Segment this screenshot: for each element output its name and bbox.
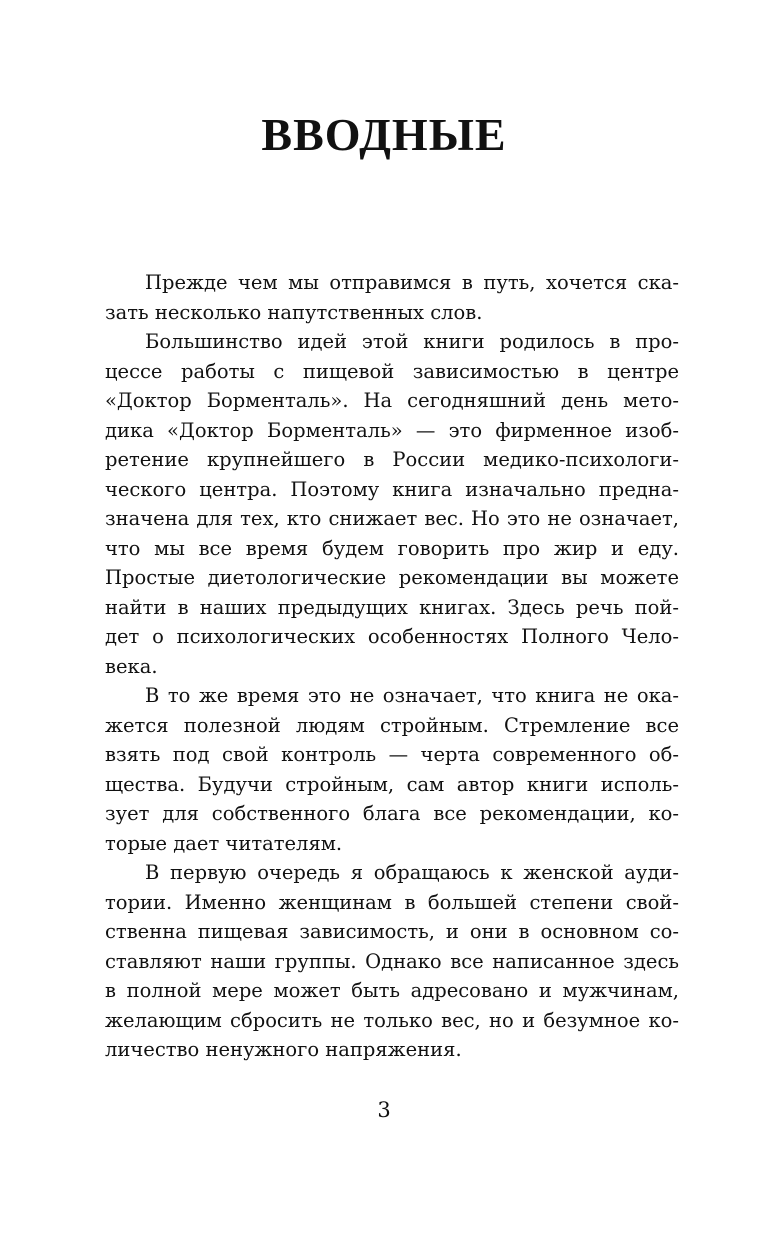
text-line: В первую очередь я обращаюсь к женской ауди- [145,861,679,884]
text-line: дет о психологических особенностях Полного Чело- [105,625,679,648]
text-line: зует для собственного блага все рекомендации, ко- [105,802,679,825]
text-line: цессе работы с пищевой зависимостью в центре [105,359,679,383]
text-line: торые дает читателям. [105,831,343,855]
text-line: В то же время это не означает, что книга не ока- [145,684,679,707]
text-line: найти в наших предыдущих книгах. Здесь речь пой- [105,595,679,619]
text-line: что мы все время будем говорить про жир и еду. [105,536,679,560]
text-line: жется полезной людям стройным. Стремление все [105,713,679,737]
text-line: ретение крупнейшего в России медико-психологи- [105,448,679,471]
text-line: щества. Будучи стройным, сам автор книги исполь- [105,772,679,796]
page-number: 3 [377,1098,391,1122]
text-line: Прежде чем мы отправимся в путь, хочется ска- [145,271,679,294]
body-text [105,268,679,1065]
text-line: дика «Доктор Борменталь» — это фирменное изоб- [105,418,679,442]
text-line: ственна пищевая зависимость, и они в основном со- [105,920,679,943]
text-line: в полной мере может быть адресовано и мужчинам, [105,979,679,1002]
chapter-title: ВВОДНЫЕ [261,109,507,160]
text-line: века. [105,654,158,678]
text-line: ставляют наши группы. Однако все написанное здесь [105,949,679,973]
text-line: личество ненужного напряжения. [105,1038,462,1061]
text-line: значена для тех, кто снижает вес. Но это не означает, [105,507,679,530]
text-line: зать несколько напутственных слов. [105,300,483,324]
text-line: Простые диетологические рекомендации вы можете [105,566,679,589]
text-line: ческого центра. Поэтому книга изначально предна- [105,477,679,501]
text-line: «Доктор Борменталь». На сегодняшний день мето- [105,389,679,412]
text-line: тории. Именно женщинам в большей степени свой- [105,890,679,914]
text-line: желающим сбросить не только вес, но и безумное ко- [105,1008,679,1032]
text-line: Большинство идей этой книги родилось в про- [145,330,679,353]
text-line: взять под свой контроль — черта современного об- [105,743,679,766]
